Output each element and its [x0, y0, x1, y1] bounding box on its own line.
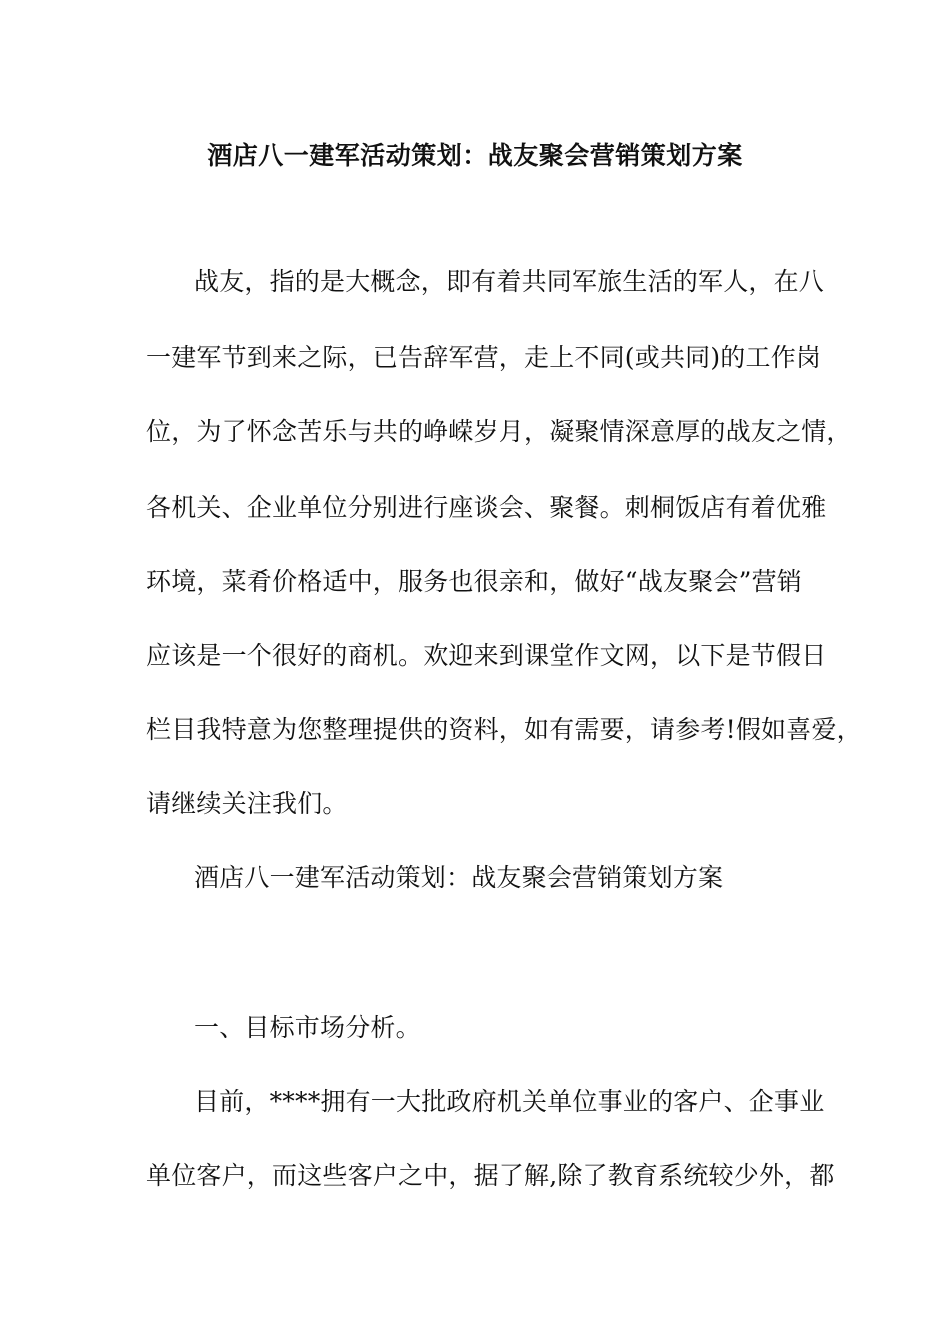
- paragraph1-line-8: 请继续关注我们。: [146, 789, 348, 818]
- document-title: 酒店八一建军活动策划：战友聚会营销策划方案: [207, 141, 743, 170]
- paragraph1-line-3: 位，为了怀念苦乐与共的峥嵘岁月，凝聚情深意厚的战友之情，: [146, 417, 852, 446]
- paragraph1-line-4: 各机关、企业单位分别进行座谈会、聚餐。刺桐饭店有着优雅: [146, 493, 827, 522]
- paragraph2-line-2: 单位客户，而这些客户之中，据了解,除了教育系统较少外，都: [146, 1161, 835, 1190]
- paragraph1-line-7: 栏目我特意为您整理提供的资料，如有需要，请参考!假如喜爱，: [146, 715, 862, 744]
- section1-heading: 一、目标市场分析。: [194, 1013, 421, 1042]
- paragraph1-line-5: 环境，菜肴价格适中，服务也很亲和，做好“战友聚会”营销: [146, 567, 802, 596]
- paragraph1-line-1: 战友，指的是大概念，即有着共同军旅生活的军人，在八: [194, 267, 825, 296]
- document-subtitle: 酒店八一建军活动策划：战友聚会营销策划方案: [194, 863, 724, 892]
- paragraph1-line-6: 应该是一个很好的商机。欢迎来到课堂作文网，以下是节假日: [146, 641, 827, 670]
- paragraph1-line-2: 一建军节到来之际，已告辞军营，走上不同(或共同)的工作岗: [146, 343, 822, 372]
- paragraph2-line-1: 目前，****拥有一大批政府机关单位事业的客户、企事业: [194, 1087, 825, 1116]
